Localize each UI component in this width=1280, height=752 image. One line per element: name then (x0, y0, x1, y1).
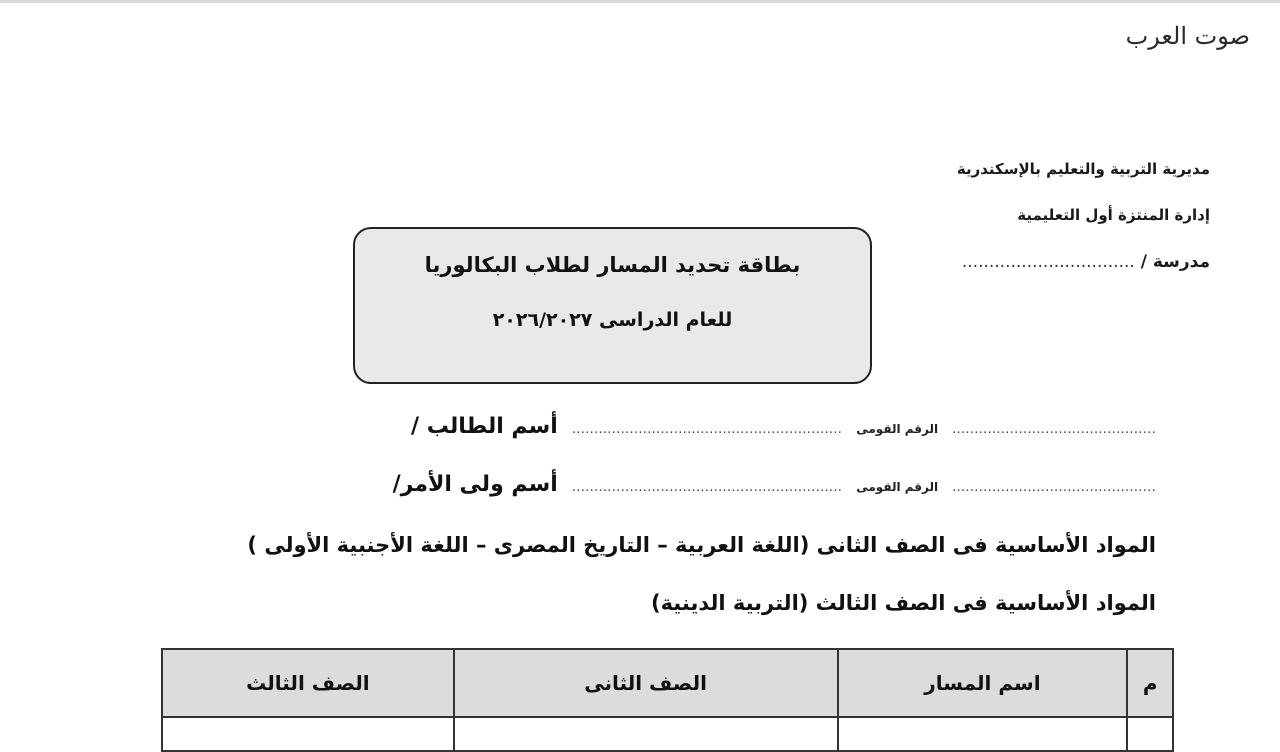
school-input-dots[interactable]: ................................ (961, 252, 1135, 272)
guardian-name-label: أسم ولى الأمر/ (392, 472, 558, 497)
col-header-path-name: اسم المسار (838, 649, 1128, 717)
title-box (353, 227, 872, 384)
grade2-core-subjects: المواد الأساسية فى الصف الثانى (اللغة العربية – التاريخ المصرى – اللغة الأجنبية الأولى ) (247, 533, 1156, 557)
top-border (0, 0, 1280, 3)
student-name-label: أسم الطالب / (411, 414, 558, 439)
guardian-national-id-label: الرقم القومى (856, 480, 939, 494)
site-watermark: صوت العرب (1125, 22, 1250, 50)
col-header-grade3: الصف الثالث (162, 649, 454, 717)
school-label: مدرسة / (1140, 252, 1210, 272)
guardian-name-input[interactable]: ............................................................. (571, 480, 843, 495)
guardian-national-id-input[interactable]: .............................................. (952, 480, 1156, 495)
card-title: بطاقة تحديد المسار لطلاب البكالوريا (424, 253, 801, 277)
student-name-row (411, 414, 1156, 439)
administration-name: إدارة المنتزة أول التعليمية (1017, 206, 1210, 224)
school-field (962, 252, 1210, 272)
col-header-grade2: الصف الثانى (454, 649, 838, 717)
table-header-row (162, 649, 1173, 717)
table-row (162, 717, 1173, 751)
student-national-id-label: الرقم القومى (856, 422, 939, 436)
grade3-core-subjects: المواد الأساسية فى الصف الثالث (التربية الدينية) (650, 591, 1156, 615)
student-national-id-input[interactable]: .............................................. (952, 422, 1156, 437)
directorate-name: مديرية التربية والتعليم بالإسكندرية (956, 160, 1210, 178)
guardian-name-row (393, 472, 1156, 497)
table-cell[interactable] (838, 717, 1128, 751)
table-cell[interactable] (162, 717, 454, 751)
table-cell[interactable] (454, 717, 838, 751)
path-table (161, 648, 1174, 752)
academic-year: للعام الدراسى ٢٠٢٦/٢٠٢٧ (492, 309, 733, 331)
table-cell[interactable] (1127, 717, 1173, 751)
col-header-number: م (1127, 649, 1173, 717)
student-name-input[interactable]: ............................................................. (571, 422, 843, 437)
